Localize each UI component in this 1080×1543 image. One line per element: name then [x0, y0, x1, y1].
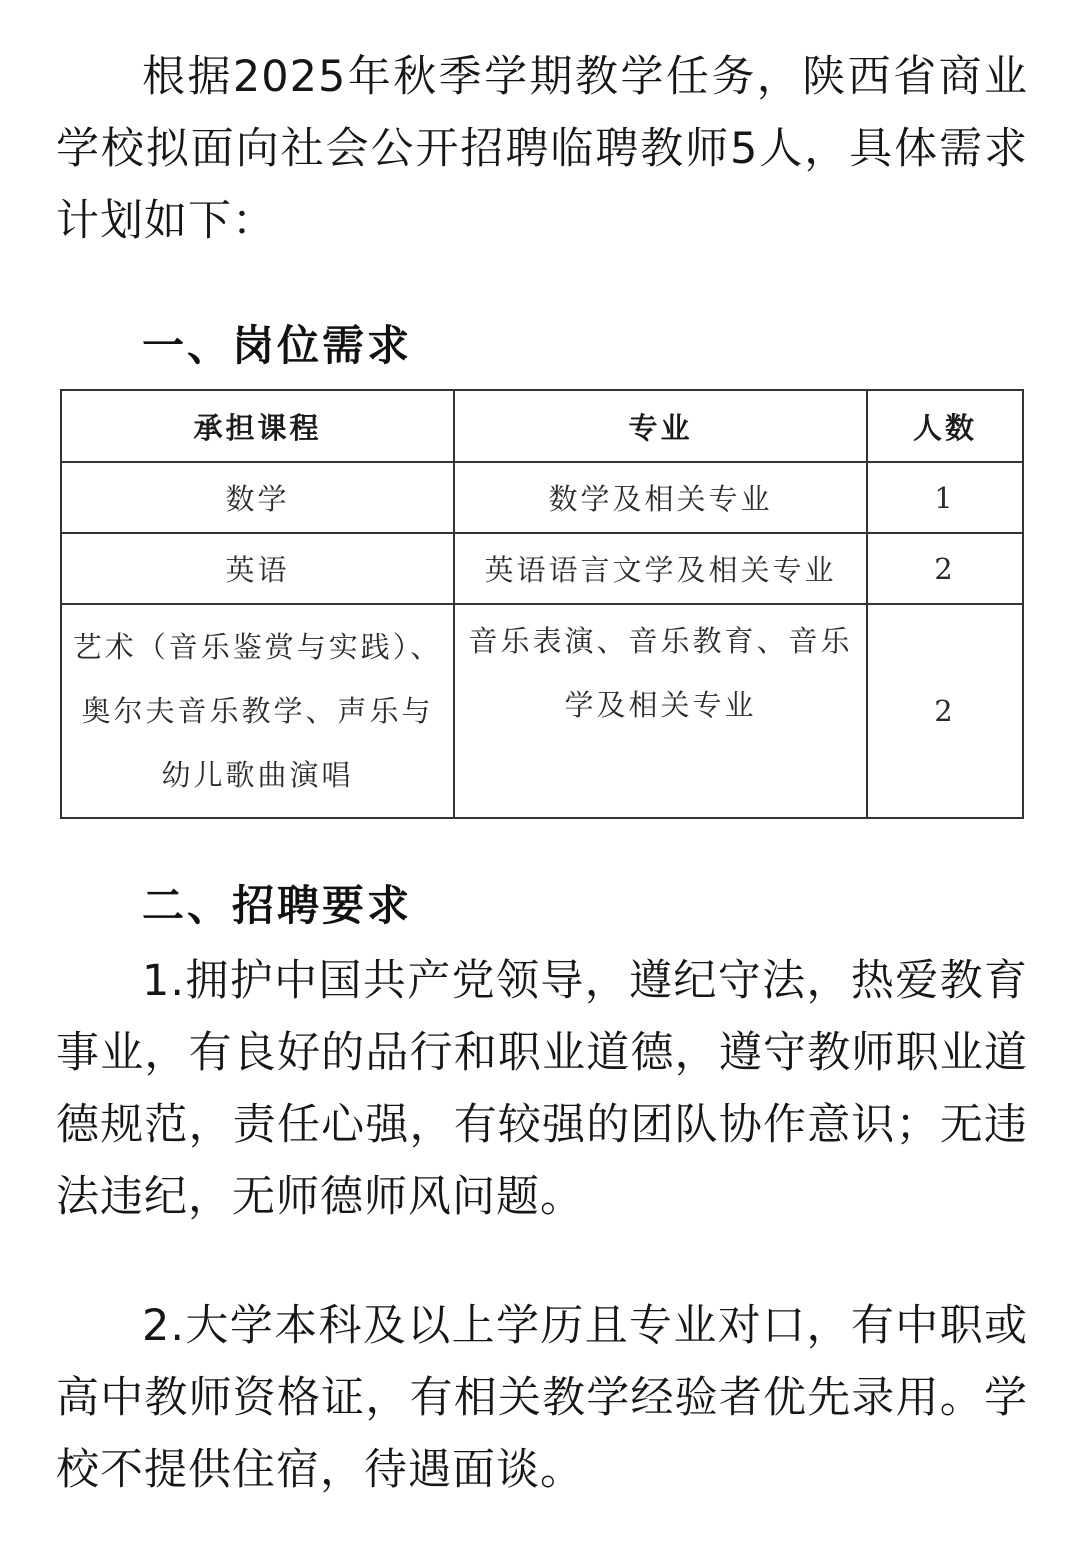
table-header-row — [61, 390, 1023, 462]
requirement-item-2: 2.大学本科及以上学历且专业对口，有中职或高中教师资格证，有相关教学经验者优先录用。学校不提供住宿，待遇面谈。 — [56, 1301, 1028, 1495]
table-row — [61, 604, 1023, 818]
course-cell: 英语 — [61, 533, 454, 604]
major-cell: 数学及相关专业 — [454, 462, 867, 533]
major-cell: 英语语言文学及相关专业 — [454, 533, 867, 604]
table-row — [61, 462, 1023, 533]
count-cell: 2 — [867, 533, 1023, 604]
intro-paragraph: 根据2025年秋季学期教学任务，陕西省商业学校拟面向社会公开招聘临聘教师5人，具体需求计划如下： — [56, 52, 1028, 246]
course-cell: 数学 — [61, 462, 454, 533]
count-cell: 2 — [867, 604, 1023, 818]
header-course: 承担课程 — [61, 390, 454, 462]
section-heading-position-needs: 一、岗位需求 — [142, 321, 413, 370]
requirement-item-1: 1.拥护中国共产党领导，遵纪守法，热爱教育事业，有良好的品行和职业道德，遵守教师职业道德规范，责任心强，有较强的团队协作意识；无违法违纪，无师德师风问题。 — [56, 956, 1028, 1222]
header-major: 专业 — [454, 390, 867, 462]
section-heading-requirements: 二、招聘要求 — [142, 881, 413, 930]
major-cell: 音乐表演、音乐教育、音乐学及相关专业 — [454, 604, 867, 818]
position-table — [60, 389, 1022, 819]
course-cell: 艺术（音乐鉴赏与实践）、奥尔夫音乐教学、声乐与幼儿歌曲演唱 — [61, 604, 454, 818]
table-row — [61, 533, 1023, 604]
count-cell: 1 — [867, 462, 1023, 533]
header-count: 人数 — [867, 390, 1023, 462]
